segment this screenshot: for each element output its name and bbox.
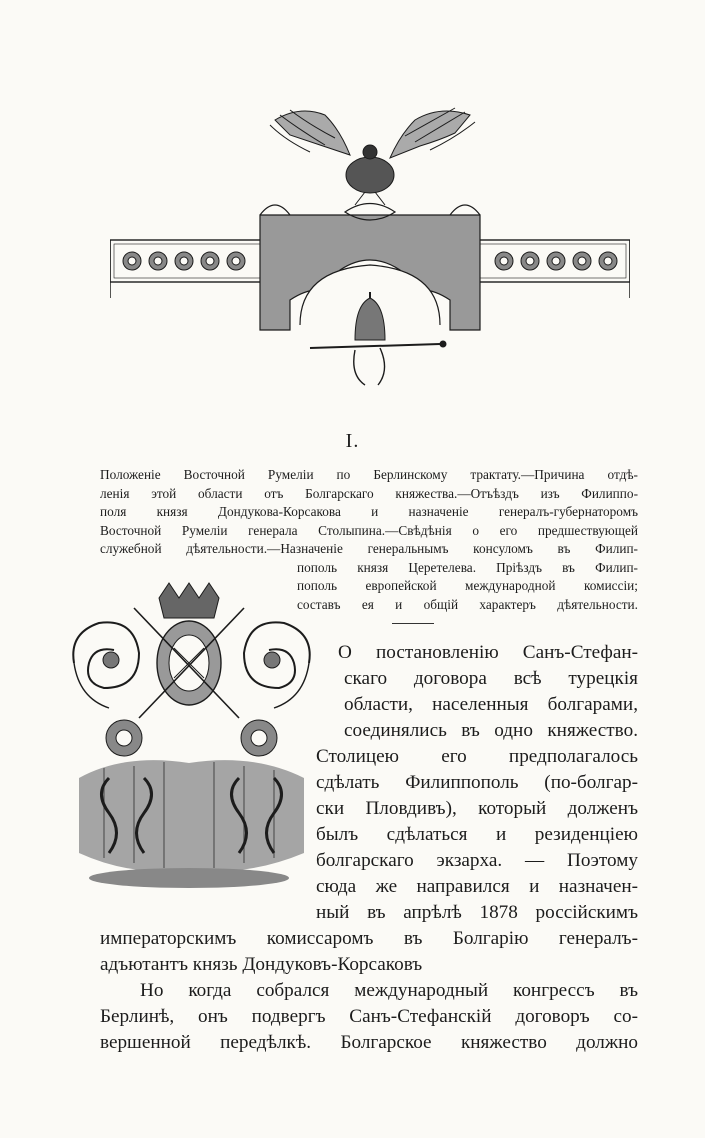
summary-line: ленiя этой области отъ Болгарскаго княжества.—Отъѣздъ изъ Филиппо- xyxy=(100,485,638,501)
body-line: былъ сдѣлаться и резиденцiею xyxy=(316,824,638,845)
body-line: сюда же направился и назначен- xyxy=(316,876,638,897)
scroll-ornament-left xyxy=(73,622,139,708)
rosette-icon xyxy=(106,720,277,756)
body-line: императорскимъ комиссаромъ въ Болгарiю генералъ- xyxy=(100,928,638,949)
scroll-ornament-right xyxy=(244,622,310,708)
body-line: области, населенныя болгарами, xyxy=(344,694,638,715)
body-line: ный въ апрѣлѣ 1878 россiйскимъ xyxy=(316,902,638,923)
section-divider xyxy=(392,623,434,624)
ornamental-vignette xyxy=(64,578,316,896)
body-line: Берлинѣ, онъ подвергъ Санъ-Стефанскiй договоръ со- xyxy=(100,1006,638,1027)
eagle-icon xyxy=(270,108,475,205)
summary-line: поля князя Дондукова-Корсакова и назначенiе генералъ-губернаторомъ xyxy=(100,504,638,519)
ornamental-headpiece xyxy=(110,100,630,400)
body-line: адъютантъ князь Дондуковъ-Корсаковъ xyxy=(100,954,423,975)
body-line: соединялись въ одно княжество. xyxy=(344,720,638,741)
summary-line: пополь европейской международной комиссiи; xyxy=(297,578,638,593)
chapter-number: I. xyxy=(345,430,360,452)
body-line: скаго договора всѣ турецкiя xyxy=(344,668,638,689)
body-line: сдѣлать Филиппополь (по-болгар- xyxy=(316,772,638,793)
sword-icon xyxy=(310,341,446,385)
body-line: Но когда собрался международный конгрессъ въ xyxy=(140,980,638,1001)
body-line: вершенной передѣлкѣ. Болгарское княжество должно xyxy=(100,1032,638,1053)
body-line: О постановленiю Санъ-Стефан- xyxy=(338,642,638,663)
crest-icon xyxy=(134,583,244,718)
summary-line: составъ ея и общiй характеръ дѣятельности. xyxy=(297,596,638,612)
body-line: болгарскаго экзарха. — Поэтому xyxy=(316,850,638,871)
body-line: ски Пловдивъ), который долженъ xyxy=(316,798,638,819)
summary-line: служебной дѣятельности.—Назначенiе генеральнымъ консуломъ въ Филип- xyxy=(100,541,638,556)
summary-line: Восточной Румелiи генерала Столыпина.—Свѣдѣнiя о его предшествующей xyxy=(100,522,638,538)
body-line: Столицею его предполагалось xyxy=(316,746,638,767)
soldiers-scene xyxy=(79,760,304,888)
summary-line: Положенiе Восточной Румелiи по Берлинскому трактату.—Причина отдѣ- xyxy=(100,467,638,482)
summary-line: пополь князя Церетелева. Прiѣздъ въ Филип- xyxy=(297,559,638,575)
